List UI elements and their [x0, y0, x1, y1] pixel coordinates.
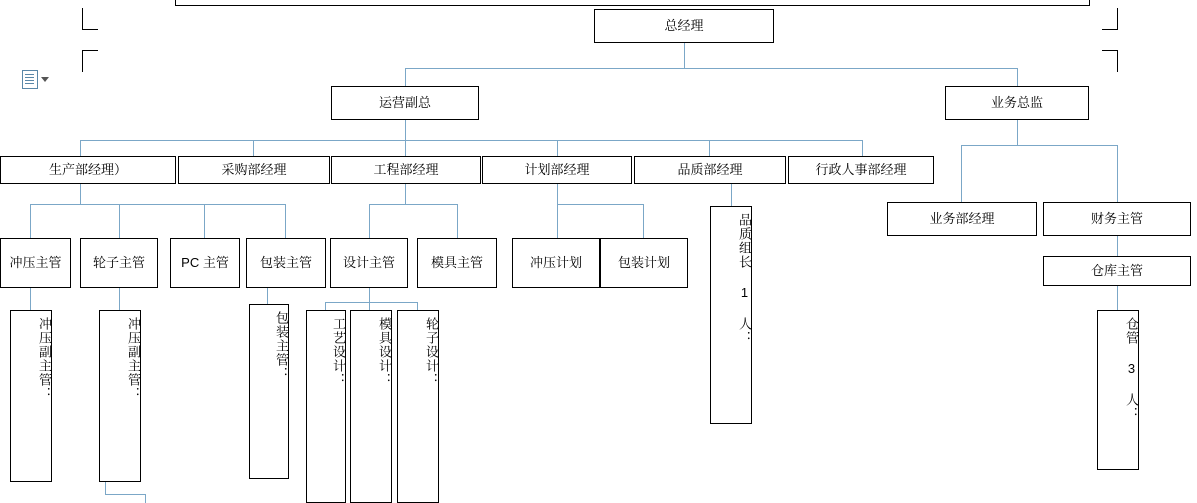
node-warehouse-staff[interactable]: 仓管 3 人： [1097, 310, 1139, 470]
connector [862, 140, 863, 156]
connector [457, 204, 458, 238]
connector [369, 204, 457, 205]
connector [1117, 286, 1118, 310]
node-planning-manager[interactable]: 计划部经理 [482, 156, 632, 184]
connector [119, 288, 120, 310]
node-quality-group-leader[interactable]: 品质组长 1 人： [710, 206, 752, 424]
connector [369, 302, 370, 310]
connector [643, 204, 644, 238]
connector [253, 140, 254, 156]
page-corner-top-right [1102, 8, 1118, 30]
connector [80, 140, 863, 141]
document-icon [22, 70, 38, 89]
node-wheel-design[interactable]: 轮子设计： [397, 310, 439, 503]
connector [145, 494, 146, 503]
connector [405, 184, 406, 204]
connector [961, 145, 962, 202]
node-warehouse-supervisor[interactable]: 仓库主管 [1043, 256, 1191, 286]
connector [105, 482, 106, 494]
page-corner-right [1102, 48, 1118, 72]
node-finance-supervisor[interactable]: 财务主管 [1043, 202, 1191, 236]
node-engineering-manager[interactable]: 工程部经理 [331, 156, 481, 184]
connector [1017, 68, 1018, 86]
node-mold-supervisor[interactable]: 模具主管 [417, 238, 497, 288]
connector [80, 184, 81, 204]
connector [1017, 120, 1018, 145]
connector [557, 184, 558, 204]
connector [30, 204, 285, 205]
node-operations-vp[interactable]: 运营副总 [331, 86, 479, 120]
connector [557, 204, 643, 205]
node-business-director[interactable]: 业务总监 [945, 86, 1089, 120]
connector [417, 302, 418, 310]
connector [285, 204, 286, 238]
node-stamping-supervisor[interactable]: 冲压主管 [0, 238, 71, 288]
connector [30, 288, 31, 310]
node-mold-design[interactable]: 模具设计： [350, 310, 392, 503]
node-packaging-plan[interactable]: 包装计划 [600, 238, 688, 288]
connector [105, 494, 145, 495]
page-corner-left [82, 48, 98, 72]
node-process-design[interactable]: 工艺设计： [306, 310, 346, 503]
node-sales-manager[interactable]: 业务部经理 [887, 202, 1037, 236]
document-icon-group[interactable] [22, 70, 49, 89]
connector [557, 140, 558, 156]
node-packaging-supervisor-detail[interactable]: 包装主管： [249, 304, 289, 479]
connector [731, 184, 732, 206]
connector [325, 302, 326, 310]
connector [1117, 236, 1118, 256]
connector [119, 204, 120, 238]
connector [684, 42, 685, 68]
connector [961, 145, 1117, 146]
node-stamping-deputy-1[interactable]: 冲压副主管： [10, 310, 52, 482]
node-pc-supervisor[interactable]: PC 主管 [170, 238, 240, 288]
connector [405, 140, 406, 156]
chevron-down-icon [41, 77, 49, 82]
connector [30, 204, 31, 238]
connector [405, 68, 1018, 69]
node-quality-manager[interactable]: 品质部经理 [634, 156, 786, 184]
node-packaging-supervisor[interactable]: 包装主管 [246, 238, 326, 288]
connector [369, 204, 370, 238]
connector [369, 288, 370, 302]
page-corner-top-left [82, 8, 98, 30]
connector [204, 204, 205, 238]
connector [325, 302, 417, 303]
node-production-manager[interactable]: 生产部经理） [0, 156, 176, 184]
node-general-manager[interactable]: 总经理 [594, 9, 774, 43]
node-purchasing-manager[interactable]: 采购部经理 [178, 156, 330, 184]
node-stamping-deputy-2[interactable]: 冲压副主管： [99, 310, 141, 482]
connector [557, 204, 558, 238]
connector [405, 120, 406, 140]
node-stamping-plan[interactable]: 冲压计划 [512, 238, 600, 288]
node-hr-admin-manager[interactable]: 行政人事部经理 [788, 156, 934, 184]
connector [709, 140, 710, 156]
connector [267, 288, 268, 304]
top-partial-box [175, 0, 1090, 6]
node-wheel-supervisor[interactable]: 轮子主管 [80, 238, 158, 288]
connector [80, 140, 81, 156]
connector [405, 68, 406, 86]
node-design-supervisor[interactable]: 设计主管 [330, 238, 408, 288]
connector [1117, 145, 1118, 202]
